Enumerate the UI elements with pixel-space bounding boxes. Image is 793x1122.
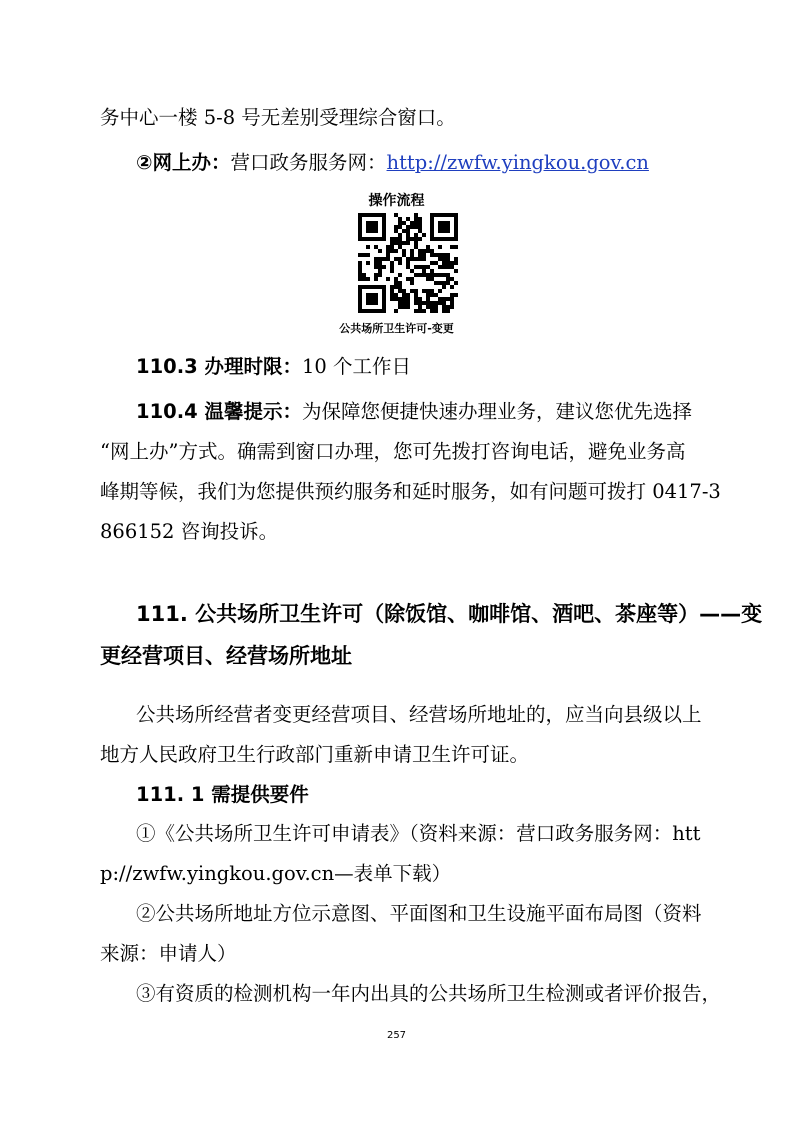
online-text: 营口政务服务网：	[230, 151, 387, 174]
time-limit-value: 10 个工作日	[301, 355, 411, 378]
text-line: “网上办”方式。确需到窗口办理，您可先拨打咨询电话，避免业务高	[100, 440, 686, 463]
paragraph-line: 地方人民政府卫生行政部门重新申请卫生许可证。	[100, 743, 530, 766]
qr-caption: 公共场所卫生许可-变更	[339, 322, 454, 335]
portal-link[interactable]: http://zwfw.yingkou.gov.cn	[386, 151, 649, 174]
tips-text: 为保障您便捷快速办理业务，建议您优先选择	[301, 400, 692, 423]
qr-title: 操作流程	[368, 193, 425, 209]
requirement-item: ①《公共场所卫生许可申请表》（资料来源：营口政务服务网：htt	[136, 822, 701, 845]
subsection-heading: 111. 1 需提供要件	[136, 783, 309, 806]
paragraph-line: 公共场所经营者变更经营项目、经营场所地址的，应当向县级以上	[136, 703, 702, 726]
text-line: 峰期等候，我们为您提供预约服务和延时服务，如有问题可拨打 0417-3	[100, 480, 721, 503]
section-heading: 111. 公共场所卫生许可（除饭馆、咖啡馆、酒吧、茶座等）——变	[136, 602, 763, 626]
requirement-item: ③有资质的检测机构一年内出具的公共场所卫生检测或者评价报告，	[136, 982, 722, 1005]
online-service-line	[136, 153, 649, 173]
text-line: 866152 咨询投诉。	[100, 520, 279, 543]
page-number: 257	[386, 1030, 407, 1041]
qr-code	[358, 213, 458, 313]
requirement-item-cont: 来源：申请人）	[100, 942, 237, 965]
section-heading-cont: 更经营项目、经营场所地址	[100, 644, 352, 668]
text-line: 务中心一楼 5-8 号无差别受理综合窗口。	[100, 106, 456, 129]
time-limit-line	[136, 357, 411, 377]
tips-line	[136, 402, 692, 422]
time-limit-label: 110.3 办理时限：	[136, 355, 302, 378]
requirement-item: ②公共场所地址方位示意图、平面图和卫生设施平面布局图（资料	[136, 902, 702, 925]
tips-label: 110.4 温馨提示：	[136, 400, 302, 423]
online-label: ②网上办：	[136, 151, 231, 174]
requirement-item-cont: p://zwfw.yingkou.gov.cn—表单下载）	[100, 862, 452, 885]
